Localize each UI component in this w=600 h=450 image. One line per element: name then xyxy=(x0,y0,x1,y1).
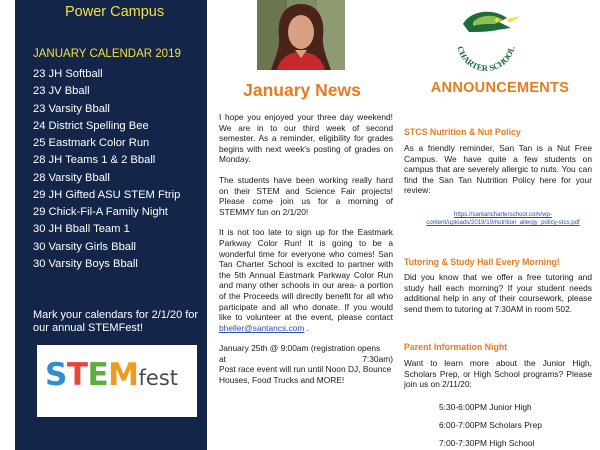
calendar-item: 30 JH Bball Team 1 xyxy=(33,223,130,236)
stemfest-logo xyxy=(37,345,197,417)
campus-title: Power Campus xyxy=(65,4,165,20)
calendar-item: 29 JH Gifted ASU STEM Ftrip xyxy=(33,188,181,201)
race-registration: at 7:30am) xyxy=(219,353,393,364)
tutoring-heading: Tutoring & Study Hall Every Morning! xyxy=(404,257,560,267)
news-paragraph: It is not too late to sign up for the Eastmark Parkway Color Run! It is going to be a wonderful time for everyone who comes! San Tan Charter School is excited to partner with the 5th Annual Eastmark Parkway Color Run and many other schools in our area- a portion of the Proceeds will directly benefit for all who participate and all who donate. If you would like to volunteer at the event, please contact bheller@santancs.com . xyxy=(219,227,393,333)
calendar-item: 30 Varsity Boys Bball xyxy=(33,257,138,270)
calendar-item: 25 Eastmark Color Run xyxy=(33,137,150,149)
news-paragraph: The students have been working really hard on their STEM and Science Fair projects! Please come join us for a morning of STEMMY fun on 2/1/20! xyxy=(219,174,393,217)
parent-night-text: Want to learn more about the Junior High, Scholars Prep, or High School programs? Please join us on 2/11/20: xyxy=(404,358,592,390)
calendar-list xyxy=(33,66,180,273)
nutrition-heading: STCS Nutrition & Nut Policy xyxy=(404,127,521,137)
race-details: Post race event will run until Noon DJ, Bounce Houses, Food Trucks and MORE! xyxy=(219,364,392,386)
schedule-item: 6:00-7:00PM Scholars Prep xyxy=(439,420,542,430)
nutrition-text: As a friendly reminder, San Tan is a Nut Free Campus. We have quite a few students on campus that are severely allergic to nuts. You can find the San Tan Nutrition Policy here for your review: xyxy=(404,143,592,196)
schedule-item: 7:00-7:30PM High School xyxy=(439,438,535,448)
schedule-item: 5:30-6:00PM Junior High xyxy=(439,402,532,412)
race-time: January 25th @ 9:00am (registration opens xyxy=(219,343,381,354)
svg-text:CHARTER SCHOOL: CHARTER SCHOOL xyxy=(455,44,517,74)
stemfest-logo-text: STEMfest xyxy=(45,357,179,393)
calendar-heading: JANUARY CALENDAR 2019 xyxy=(33,48,181,60)
parent-night-heading: Parent Information Night xyxy=(404,342,508,352)
calendar-sidebar xyxy=(15,0,207,450)
calendar-item: 28 JH Teams 1 & 2 Bball xyxy=(33,154,156,167)
calendar-item: 23 Varsity Bball xyxy=(33,102,110,115)
news-body xyxy=(219,112,393,386)
stemfest-reminder: Mark your calendars for 2/1/20 for our annual STEMFest! xyxy=(33,309,199,334)
calendar-item: 24 District Spelling Bee xyxy=(33,119,149,132)
contact-email-link[interactable]: bheller@santancs.com xyxy=(219,322,305,333)
news-paragraph: I hope you enjoyed your three day weekend! We are in to our third week of second semester. As a reminder, eligibility for grades begins with next week's posting of grades on Monday. xyxy=(219,112,393,165)
calendar-item: 30 Varsity Girls Bball xyxy=(33,240,136,253)
tutoring-text: Did you know that we offer a free tutoring and study hall each morning? If your student needs additional help in any of their coursework, please send them to tutoring at 7:30AM in room 502. xyxy=(404,272,592,314)
charter-school-logo xyxy=(447,2,525,76)
principal-photo xyxy=(257,0,345,70)
announcements-heading: ANNOUNCEMENTS xyxy=(430,80,570,96)
calendar-item: 23 JH Softball xyxy=(33,68,103,80)
calendar-item: 28 Varsity Bball xyxy=(33,171,110,184)
calendar-item: 23 JV Bball xyxy=(33,85,90,98)
calendar-item: 29 Chick-Fil-A Family Night xyxy=(33,206,168,218)
color-run-text: It is not too late to sign up for the Eastmark Parkway Color Run! It is going to be a wonderful time for everyone who comes! San Tan Charter School is excited to partner with the 5th Annual Eastmark Parkway Color Run and many other schools in our area- a portion of the Proceeds will directly benefit for all who participate and all who donate. If you would like to volunteer at the event, please contact xyxy=(219,227,393,323)
nutrition-policy-link[interactable]: https://santancharterschool.com/wp-content/uploads/2019/10/nutrition_allergy_policy-stcs.pdf xyxy=(426,211,580,226)
news-heading: January News xyxy=(243,80,361,100)
